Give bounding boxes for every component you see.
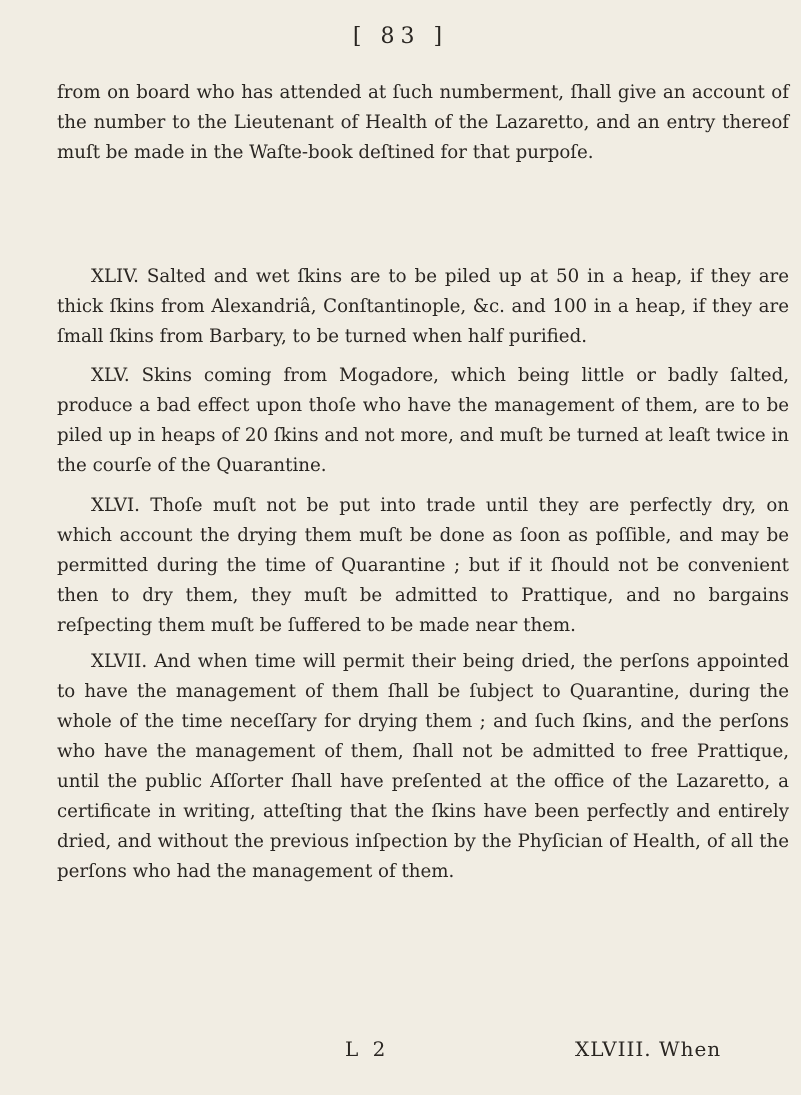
catchword: XLVIII. When [575,1037,722,1061]
article-xlvii [57,647,789,887]
paragraph-text: from on board who has attended at ſuch numberment, ſhall give an account of the number to the Lieutenant of Health of the Lazaretto, and an entry thereof muſt be made in the Waſte-book deſtined for that purpoſe. [57,82,789,163]
paragraph-text: XLV. Skins coming from Mogadore, which being little or badly ſalted, produce a bad effect upon thoſe who have the management of them, are to be piled up in heaps of 20 ſkins and not more, and muſt be turned at leaſt twice in the courſe of the Quarantine. [57,365,789,476]
article-xliv [57,262,789,352]
article-xlvi [57,491,789,641]
signature-mark: L 2 [345,1037,390,1061]
paragraph-continuation [57,78,789,168]
page-number: [ 83 ] [352,24,449,49]
paragraph-text: XLIV. Salted and wet ſkins are to be piled up at 50 in a heap, if they are thick ſkins from Alexandriâ, Conſtantinople, &c. and 100 in a heap, if they are ſmall ſkins from Barbary, to be turned when half purified. [57,266,789,347]
paragraph-text: XLVI. Thoſe muſt not be put into trade until they are perfectly dry, on which account the drying them muſt be done as ſoon as poſſible, and may be permitted during the time of Quarantine ; but if it ſhould not be convenient then to dry them, they muſt be admitted to Prattique, and no bargains reſpecting them muſt be ſuffered to be made near them. [57,495,789,636]
paragraph-text: XLVII. And when time will permit their being dried, the perſons appointed to have the management of them ſhall be ſubject to Quarantine, during the whole of the time neceſſary for drying them ; and ſuch ſkins, and the perſons who have the management of them, ſhall not be admitted to free Prattique, until the public Aſſorter ſhall have preſented at the office of the Lazaretto, a certificate in writing, atteſting that the ſkins have been perfectly and entirely dried, and without the previous inſpection by the Phyſician of Health, of all the perſons who had the management of them. [57,651,789,882]
article-xlv [57,361,789,481]
